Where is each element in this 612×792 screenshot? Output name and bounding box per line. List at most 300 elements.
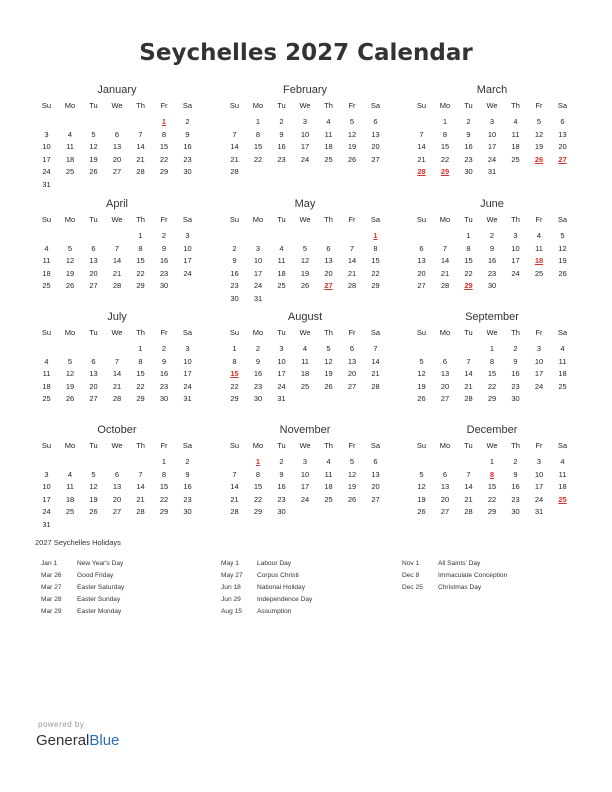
day: 10 — [534, 469, 544, 479]
day: 31 — [534, 507, 544, 516]
day: 29 — [230, 394, 239, 403]
month-name: June — [480, 198, 504, 210]
day: 7 — [466, 469, 471, 479]
day: 29 — [487, 507, 497, 516]
month-name: August — [287, 311, 323, 323]
day: 5 — [419, 356, 424, 366]
day: 28 — [136, 507, 145, 516]
day: 2 — [161, 344, 167, 353]
weekday-label: We — [486, 441, 498, 450]
day: 21 — [136, 154, 145, 164]
weekday-label: Th — [511, 441, 520, 450]
day: 11 — [558, 356, 567, 366]
day: 9 — [161, 243, 167, 253]
day: 6 — [419, 243, 424, 253]
day: 8 — [489, 356, 495, 366]
day: 10 — [511, 243, 520, 253]
day: 12 — [65, 369, 75, 378]
weekday-label: Su — [41, 441, 52, 450]
day: 22 — [487, 494, 497, 504]
day: 19 — [347, 482, 357, 491]
day: 1 — [466, 231, 471, 240]
day: 13 — [112, 482, 122, 491]
day: 16 — [511, 369, 520, 378]
weekday-label: Fr — [160, 101, 168, 110]
day: 18 — [324, 482, 333, 491]
day: 25 — [511, 154, 520, 164]
day: 3 — [255, 243, 261, 253]
day: 7 — [349, 243, 355, 253]
holiday-name: Christmas Day — [438, 584, 482, 591]
day: 18 — [324, 142, 333, 151]
day: 2 — [279, 117, 284, 126]
day: 16 — [159, 369, 169, 378]
holiday-date: Mar 27 — [41, 584, 62, 591]
day: 6 — [91, 243, 96, 253]
day: 3 — [44, 129, 49, 139]
weekday-label: Sa — [182, 215, 193, 224]
day: 22 — [464, 268, 473, 278]
day: 21 — [136, 494, 145, 504]
weekday-label: Mo — [252, 328, 264, 337]
day: 16 — [511, 482, 520, 491]
day: 14 — [347, 256, 357, 265]
day: 7 — [232, 469, 237, 479]
day: 13 — [89, 256, 98, 265]
day: 18 — [65, 154, 75, 164]
day: 4 — [302, 344, 308, 353]
day: 21 — [347, 268, 357, 278]
day: 5 — [67, 356, 73, 366]
day: 8 — [255, 129, 261, 139]
day: 28 — [136, 167, 145, 176]
day: 4 — [67, 129, 73, 139]
day: 6 — [349, 344, 355, 353]
day: 3 — [536, 344, 542, 353]
weekday-label: Mo — [439, 328, 451, 337]
day: 12 — [89, 482, 98, 491]
day: 27 — [112, 507, 122, 516]
day: 20 — [89, 381, 98, 391]
day: 12 — [347, 129, 357, 139]
day: 20 — [371, 482, 380, 491]
weekday-label: Su — [229, 101, 240, 110]
day: 9 — [255, 356, 261, 366]
day: 14 — [464, 369, 473, 378]
day: 26 — [65, 281, 75, 290]
day: 9 — [279, 129, 284, 139]
day: 7 — [138, 469, 143, 479]
day: 29 — [136, 394, 145, 403]
day: 26 — [347, 154, 357, 164]
holiday-date: Nov 1 — [402, 560, 420, 567]
weekday-label: Mo — [439, 215, 451, 224]
day: 15 — [159, 482, 169, 491]
day: 30 — [464, 167, 473, 176]
day: 12 — [558, 243, 567, 253]
day: 24 — [511, 268, 520, 278]
day: 8 — [466, 243, 471, 253]
brand-general: General — [36, 732, 90, 749]
day: 23 — [253, 381, 263, 391]
day: 27 — [112, 167, 122, 176]
day: 18 — [277, 268, 286, 278]
weekday-label: Mo — [64, 328, 76, 337]
day: 6 — [91, 356, 96, 366]
day: 9 — [185, 129, 190, 139]
day: 24 — [487, 154, 497, 164]
powered-by-label: powered by — [38, 720, 85, 729]
day: 2 — [513, 344, 518, 353]
day: 19 — [65, 268, 75, 278]
weekday-label: Tu — [464, 215, 473, 224]
brand-logo[interactable] — [36, 732, 119, 749]
day: 7 — [419, 129, 424, 139]
day: 4 — [279, 243, 284, 253]
day: 22 — [371, 268, 380, 278]
day: 20 — [440, 494, 450, 504]
day: 10 — [300, 469, 310, 479]
holiday-day: 25 — [558, 494, 567, 504]
day: 30 — [159, 394, 169, 403]
day: 3 — [302, 457, 308, 466]
day: 8 — [255, 469, 261, 479]
holiday-date: May 1 — [221, 560, 239, 567]
weekday-label: Sa — [182, 101, 193, 110]
weekday-label: Tu — [89, 215, 98, 224]
weekday-label: Tu — [277, 215, 286, 224]
weekday-label: Sa — [182, 441, 193, 450]
holiday-name: Easter Monday — [77, 608, 122, 615]
day: 12 — [417, 369, 426, 378]
day: 14 — [112, 256, 122, 265]
day: 29 — [253, 507, 263, 516]
weekday-label: Mo — [439, 101, 451, 110]
day: 27 — [89, 394, 98, 403]
holiday-name: National Holiday — [257, 584, 306, 591]
day: 5 — [349, 117, 355, 126]
day: 28 — [371, 381, 380, 391]
day: 17 — [534, 369, 544, 378]
day: 18 — [65, 494, 75, 504]
day: 13 — [371, 129, 380, 139]
day: 14 — [440, 256, 450, 265]
weekday-label: We — [486, 101, 498, 110]
day: 6 — [373, 457, 378, 466]
day: 9 — [185, 469, 190, 479]
day: 14 — [230, 482, 239, 491]
month-name: May — [294, 198, 316, 210]
weekday-label: We — [111, 328, 123, 337]
weekday-label: Fr — [348, 215, 356, 224]
weekday-label: Su — [41, 328, 52, 337]
weekday-label: Tu — [464, 101, 473, 110]
day: 22 — [159, 494, 169, 504]
day: 7 — [466, 356, 471, 366]
day: 26 — [558, 268, 567, 278]
holiday-day: 26 — [534, 154, 544, 164]
weekday-label: Fr — [535, 101, 543, 110]
day: 21 — [112, 268, 122, 278]
weekday-label: Fr — [348, 328, 356, 337]
day: 7 — [442, 243, 448, 253]
day: 5 — [302, 243, 308, 253]
weekday-label: Tu — [464, 328, 473, 337]
day: 13 — [558, 129, 567, 139]
holiday-name: New Year's Day — [77, 560, 124, 567]
day: 27 — [371, 494, 380, 504]
day: 20 — [112, 154, 122, 164]
day: 24 — [42, 167, 51, 176]
day: 17 — [487, 142, 497, 151]
weekday-label: Fr — [535, 441, 543, 450]
day: 6 — [326, 243, 331, 253]
day: 23 — [277, 154, 286, 164]
day: 22 — [159, 154, 169, 164]
day: 15 — [464, 256, 473, 265]
day: 16 — [183, 482, 192, 491]
holiday-date: Jan 1 — [41, 560, 58, 567]
day: 14 — [417, 142, 426, 151]
day: 14 — [464, 482, 473, 491]
day: 22 — [136, 268, 145, 278]
day: 26 — [89, 167, 98, 176]
day: 16 — [230, 268, 239, 278]
weekday-label: Th — [511, 328, 520, 337]
holiday-day: 15 — [230, 369, 239, 378]
holiday-name: All Saints' Day — [438, 560, 481, 567]
day: 1 — [255, 117, 261, 126]
month-name: April — [105, 198, 128, 210]
day: 25 — [65, 167, 75, 176]
day: 5 — [536, 117, 542, 126]
weekday-label: Sa — [557, 101, 568, 110]
day: 21 — [112, 381, 122, 391]
holiday-day: 1 — [373, 231, 378, 240]
day: 27 — [347, 381, 357, 391]
day: 30 — [487, 281, 497, 290]
holiday-date: May 27 — [221, 572, 243, 579]
month-name: January — [97, 84, 137, 96]
holiday-date: Jun 18 — [221, 584, 241, 591]
weekday-label: Tu — [277, 328, 286, 337]
day: 28 — [464, 394, 473, 403]
day: 17 — [183, 256, 192, 265]
day: 17 — [183, 369, 192, 378]
day: 16 — [253, 369, 263, 378]
holiday-day: 1 — [255, 457, 261, 466]
day: 19 — [324, 369, 333, 378]
holiday-date: Mar 28 — [41, 596, 62, 603]
weekday-label: Fr — [160, 215, 168, 224]
weekday-label: Sa — [557, 441, 568, 450]
weekday-label: Mo — [64, 101, 76, 110]
day: 27 — [440, 394, 450, 403]
day: 4 — [560, 344, 565, 353]
day: 11 — [511, 129, 520, 139]
weekday-label: Sa — [182, 328, 193, 337]
day: 23 — [230, 281, 239, 290]
day: 11 — [324, 469, 333, 479]
day: 24 — [183, 381, 192, 391]
holiday-name: Immaculate Conception — [438, 572, 508, 579]
weekday-label: We — [299, 215, 311, 224]
weekday-label: We — [111, 441, 123, 450]
day: 22 — [487, 381, 497, 391]
month-name: September — [465, 311, 519, 323]
day: 29 — [136, 281, 145, 290]
holiday-day: 1 — [161, 117, 167, 126]
day: 19 — [300, 268, 310, 278]
day: 23 — [511, 494, 520, 504]
weekday-label: Tu — [277, 441, 286, 450]
day: 12 — [324, 356, 333, 366]
day: 23 — [159, 268, 169, 278]
month-name: March — [476, 84, 508, 96]
day: 28 — [347, 281, 357, 290]
day: 25 — [42, 281, 51, 290]
day: 18 — [42, 381, 51, 391]
day: 17 — [300, 142, 310, 151]
weekday-label: Th — [136, 441, 145, 450]
day: 19 — [417, 494, 426, 504]
day: 16 — [464, 142, 473, 151]
weekday-label: Tu — [89, 101, 98, 110]
day: 19 — [417, 381, 426, 391]
holiday-day: 8 — [489, 469, 495, 479]
day: 17 — [511, 256, 520, 265]
day: 3 — [536, 457, 542, 466]
day: 5 — [326, 344, 331, 353]
day: 3 — [302, 117, 308, 126]
day: 15 — [159, 142, 169, 151]
day: 11 — [558, 469, 567, 479]
day: 11 — [66, 142, 74, 151]
day: 5 — [560, 231, 565, 240]
day: 12 — [300, 256, 310, 265]
day: 29 — [159, 507, 169, 516]
weekday-label: Th — [136, 215, 145, 224]
day: 22 — [253, 494, 263, 504]
day: 4 — [326, 117, 331, 126]
day: 14 — [136, 482, 145, 491]
day: 25 — [277, 281, 286, 290]
weekday-label: Th — [324, 328, 333, 337]
day: 14 — [136, 142, 145, 151]
day: 8 — [161, 469, 167, 479]
weekday-label: Sa — [557, 215, 568, 224]
day: 5 — [91, 129, 96, 139]
day: 7 — [114, 356, 120, 366]
weekday-label: Su — [416, 441, 427, 450]
weekday-label: Mo — [439, 441, 451, 450]
day: 13 — [417, 256, 426, 265]
weekday-label: Mo — [64, 215, 76, 224]
day: 30 — [183, 507, 192, 516]
day: 6 — [442, 356, 448, 366]
day: 4 — [326, 457, 331, 466]
holiday-day: 29 — [440, 167, 450, 176]
day: 2 — [489, 231, 495, 240]
weekday-label: Th — [511, 215, 520, 224]
day: 17 — [42, 494, 51, 504]
day: 27 — [417, 281, 426, 290]
day: 10 — [42, 482, 51, 491]
day: 12 — [65, 256, 75, 265]
day: 14 — [230, 142, 239, 151]
weekday-label: Tu — [89, 441, 98, 450]
weekday-label: Su — [229, 441, 240, 450]
day: 23 — [511, 381, 520, 391]
day: 1 — [232, 344, 237, 353]
day: 13 — [89, 369, 98, 378]
day: 26 — [417, 507, 426, 516]
day: 28 — [230, 167, 239, 176]
day: 28 — [464, 507, 473, 516]
day: 21 — [464, 381, 473, 391]
day: 8 — [442, 129, 448, 139]
day: 12 — [534, 129, 544, 139]
day: 6 — [114, 129, 120, 139]
weekday-label: Sa — [370, 441, 381, 450]
page-title: Seychelles 2027 Calendar — [139, 40, 473, 66]
holiday-date: Aug 15 — [221, 608, 242, 615]
day: 2 — [255, 344, 261, 353]
day: 23 — [277, 494, 286, 504]
day: 17 — [534, 482, 544, 491]
day: 20 — [112, 494, 122, 504]
weekday-label: Th — [324, 441, 333, 450]
day: 12 — [417, 482, 426, 491]
day: 2 — [466, 117, 471, 126]
holiday-date: Dec 8 — [402, 572, 420, 579]
day: 21 — [230, 494, 239, 504]
weekday-label: Su — [229, 215, 240, 224]
day: 15 — [253, 142, 263, 151]
day: 8 — [232, 356, 237, 366]
day: 27 — [440, 507, 450, 516]
day: 14 — [112, 369, 122, 378]
day: 19 — [89, 154, 98, 164]
weekday-label: Fr — [535, 215, 543, 224]
holiday-name: Labour Day — [257, 560, 292, 567]
day: 18 — [42, 268, 51, 278]
holidays-title: 2027 Seychelles Holidays — [35, 538, 121, 547]
day: 17 — [42, 154, 51, 164]
day: 20 — [558, 142, 567, 151]
day: 18 — [511, 142, 520, 151]
weekday-label: Mo — [64, 441, 76, 450]
month-name: November — [279, 424, 331, 436]
day: 21 — [371, 369, 380, 378]
holiday-day: 27 — [324, 281, 333, 290]
day: 2 — [185, 457, 190, 466]
weekday-label: We — [486, 328, 498, 337]
day: 26 — [65, 394, 75, 403]
day: 4 — [513, 117, 518, 126]
day: 24 — [300, 154, 310, 164]
day: 25 — [300, 381, 310, 391]
holiday-day: 18 — [534, 256, 544, 265]
weekday-label: Fr — [348, 441, 356, 450]
day: 5 — [91, 469, 96, 479]
day: 6 — [560, 117, 565, 126]
weekday-label: Th — [136, 101, 145, 110]
weekday-label: Th — [324, 215, 333, 224]
day: 22 — [253, 154, 263, 164]
day: 25 — [534, 268, 544, 278]
holiday-name: Corpus Christi — [257, 572, 299, 579]
